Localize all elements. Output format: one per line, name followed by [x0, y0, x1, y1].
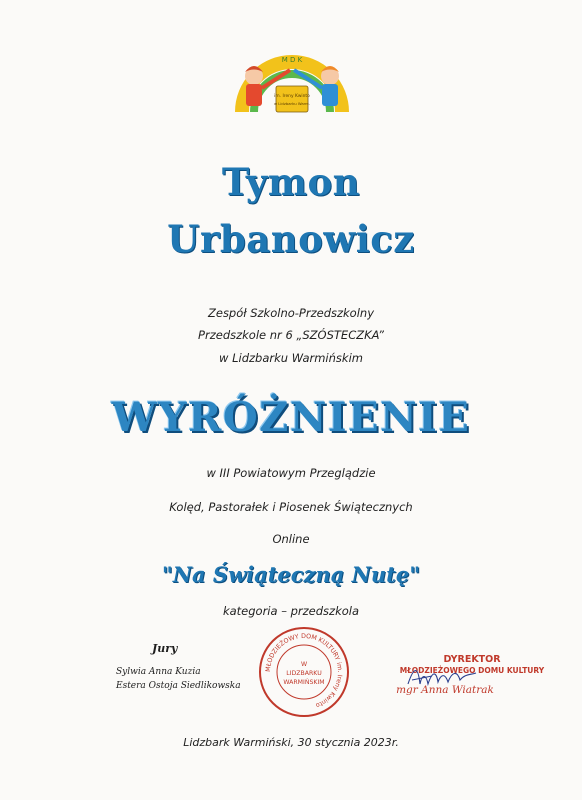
- school-line-1: Zespół Szkolno-Przedszkolny: [207, 306, 375, 320]
- director-name: mgr Anna Wiatrak: [396, 684, 494, 696]
- event-line-3: Online: [272, 532, 310, 546]
- school-line-3: w Lidzbarku Warmińskim: [219, 351, 363, 365]
- jury-title: Jury: [152, 642, 178, 655]
- stamp-center-line-3: WARMIŃSKIM: [283, 679, 325, 686]
- jury-member-1: Sylwia Anna Kuzia: [116, 667, 201, 677]
- stamp-ring-text: MŁODZIEŻOWY DOM KULTURY im. Ireny Kwinto: [264, 632, 344, 709]
- logo-sub-text: w Lidzbarku Warm.: [273, 101, 311, 106]
- school-line-2: Przedszkole nr 6 „SZÓSTECZKA”: [198, 328, 384, 342]
- director-institution: MŁODZIEŻOWEGO DOMU KULTURY: [399, 666, 545, 675]
- stamp-center-line-1: W: [300, 661, 308, 668]
- event-line-2: Kolęd, Pastorałek i Piosenek Świątecznych: [169, 500, 413, 514]
- mdk-logo-graphic: [232, 46, 352, 122]
- director-title: DYREKTOR: [443, 654, 501, 665]
- official-stamp: [256, 624, 352, 720]
- event-category: kategoria – przedszkola: [222, 604, 360, 618]
- event-name: "Na Świąteczną Nutę": [161, 562, 421, 587]
- logo-arc-text: M D K: [281, 56, 303, 64]
- jury-member-2: Estera Ostoja Siedlikowska: [116, 681, 241, 691]
- stamp-center-line-2: LIDZBARKU: [286, 670, 322, 677]
- stamp-graphic: [256, 624, 352, 720]
- logo-badge-text: im. Ireny Kwinto: [274, 94, 310, 99]
- award-title: WYRÓŻNIENIE: [111, 394, 471, 441]
- mdk-logo: [232, 46, 352, 122]
- recipient-last-name: Urbanowicz: [167, 217, 415, 261]
- recipient-first-name: Tymon: [221, 160, 361, 204]
- place-and-date: Lidzbark Warmiński, 30 stycznia 2023r.: [183, 736, 399, 749]
- event-line-1: w III Powiatowym Przeglądzie: [206, 466, 376, 480]
